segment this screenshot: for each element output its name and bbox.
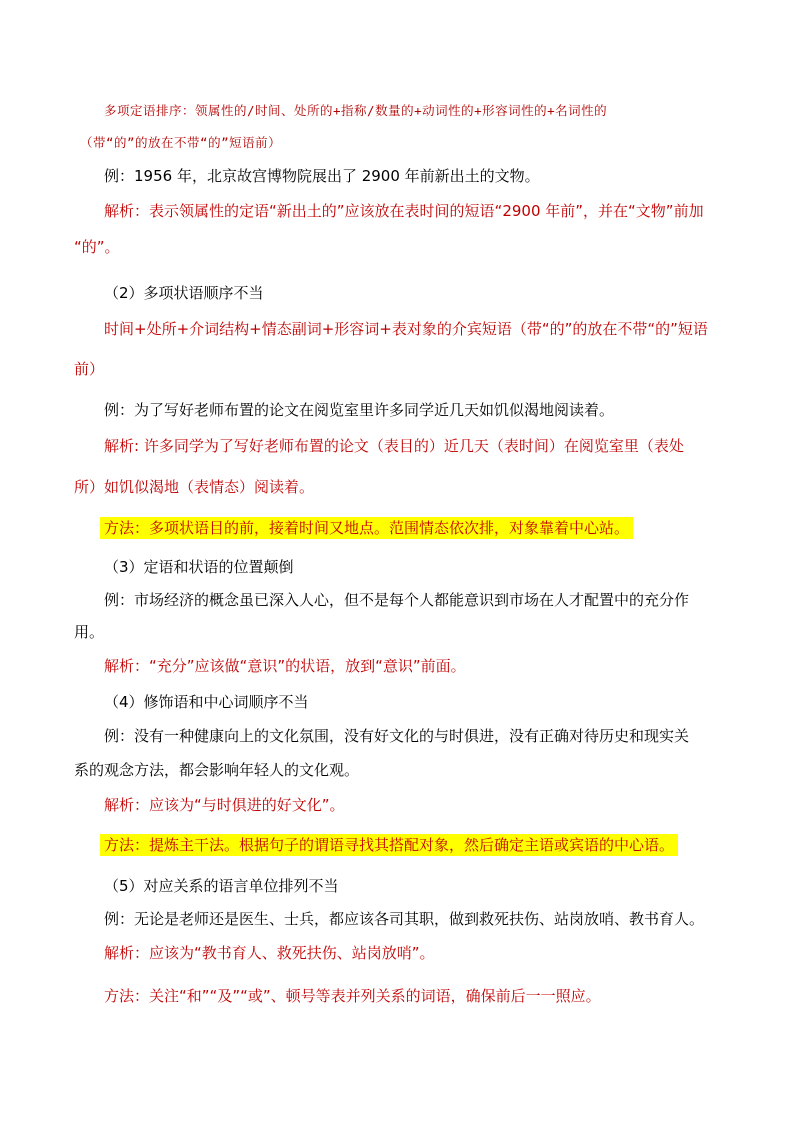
section-4-example-line1: 例：没有一种健康向上的文化氛围，没有好文化的与时俱进，没有正确对待历史和现实关	[104, 727, 690, 745]
intro-rule-line1: 多项定语排序：领属性的/时间、处所的+指称/数量的+动词性的+形容词性的+名词性的	[104, 103, 608, 118]
example-1956: 例：1956 年，北京故宫博物院展出了 2900 年前新出土的文物。	[104, 167, 540, 185]
section-2-rule-line1: 时间+处所+介词结构+情态副词+形容词+表对象的介宾短语（带“的”的放在不带“的”短语	[104, 320, 708, 338]
section-4-example-line2: 系的观念方法，都会影响年轻人的文化观。	[74, 761, 360, 779]
section-3-example-line2: 用。	[74, 623, 105, 641]
section-5-analysis: 解析：应该为“教书育人、救死扶伤、站岗放哨”。	[104, 944, 435, 962]
section-5-method: 方法：关注“和”“及”“或”、顿号等表并列关系的词语，确保前后一一照应。	[104, 987, 601, 1005]
section-2-analysis-line1: 解析: 许多同学为了写好老师布置的论文（表目的）近几天（表时间）在阅览室里（表处	[104, 437, 684, 455]
section-2-example: 例：为了写好老师布置的论文在阅览室里许多同学近几天如饥似渴地阅读着。	[104, 401, 615, 419]
section-4-method-wrap	[100, 835, 678, 855]
section-2-rule-line2: 前）	[74, 360, 105, 378]
section-5-heading: （5）对应关系的语言单位排列不当	[104, 877, 339, 895]
section-2-method-wrap	[100, 518, 633, 538]
section-3-analysis: 解析：“充分”应该做“意识”的状语，放到“意识”前面。	[104, 657, 466, 675]
section-2-analysis-line2: 所）如饥似渴地（表情态）阅读着。	[74, 478, 315, 496]
section-4-method: 方法：提炼主干法。根据句子的谓语寻找其搭配对象，然后确定主语或宾语的中心语。	[100, 834, 678, 856]
intro-rule-line2: （带“的”的放在不带“的”短语前）	[80, 135, 282, 150]
analysis-1956-line2: “的”。	[74, 238, 120, 256]
section-4-analysis: 解析：应该为“与时俱进的好文化”。	[104, 796, 345, 814]
section-2-heading: （2）多项状语顺序不当	[104, 284, 264, 302]
section-3-example-line1: 例：市场经济的概念虽已深入人心，但不是每个人都能意识到市场在人才配置中的充分作	[104, 591, 690, 609]
section-4-heading: （4）修饰语和中心词顺序不当	[104, 693, 309, 711]
analysis-1956-line1: 解析：表示领属性的定语“新出土的”应该放在表时间的短语“2900 年前”，并在“文物”前加	[104, 202, 704, 220]
section-2-method: 方法：多项状语目的前，接着时间又地点。范围情态依次排，对象靠着中心站。	[100, 517, 633, 539]
section-3-heading: （3）定语和状语的位置颠倒	[104, 558, 294, 576]
section-5-example: 例：无论是老师还是医生、士兵，都应该各司其职，做到救死扶伤、站岗放哨、教书育人。	[104, 910, 705, 928]
